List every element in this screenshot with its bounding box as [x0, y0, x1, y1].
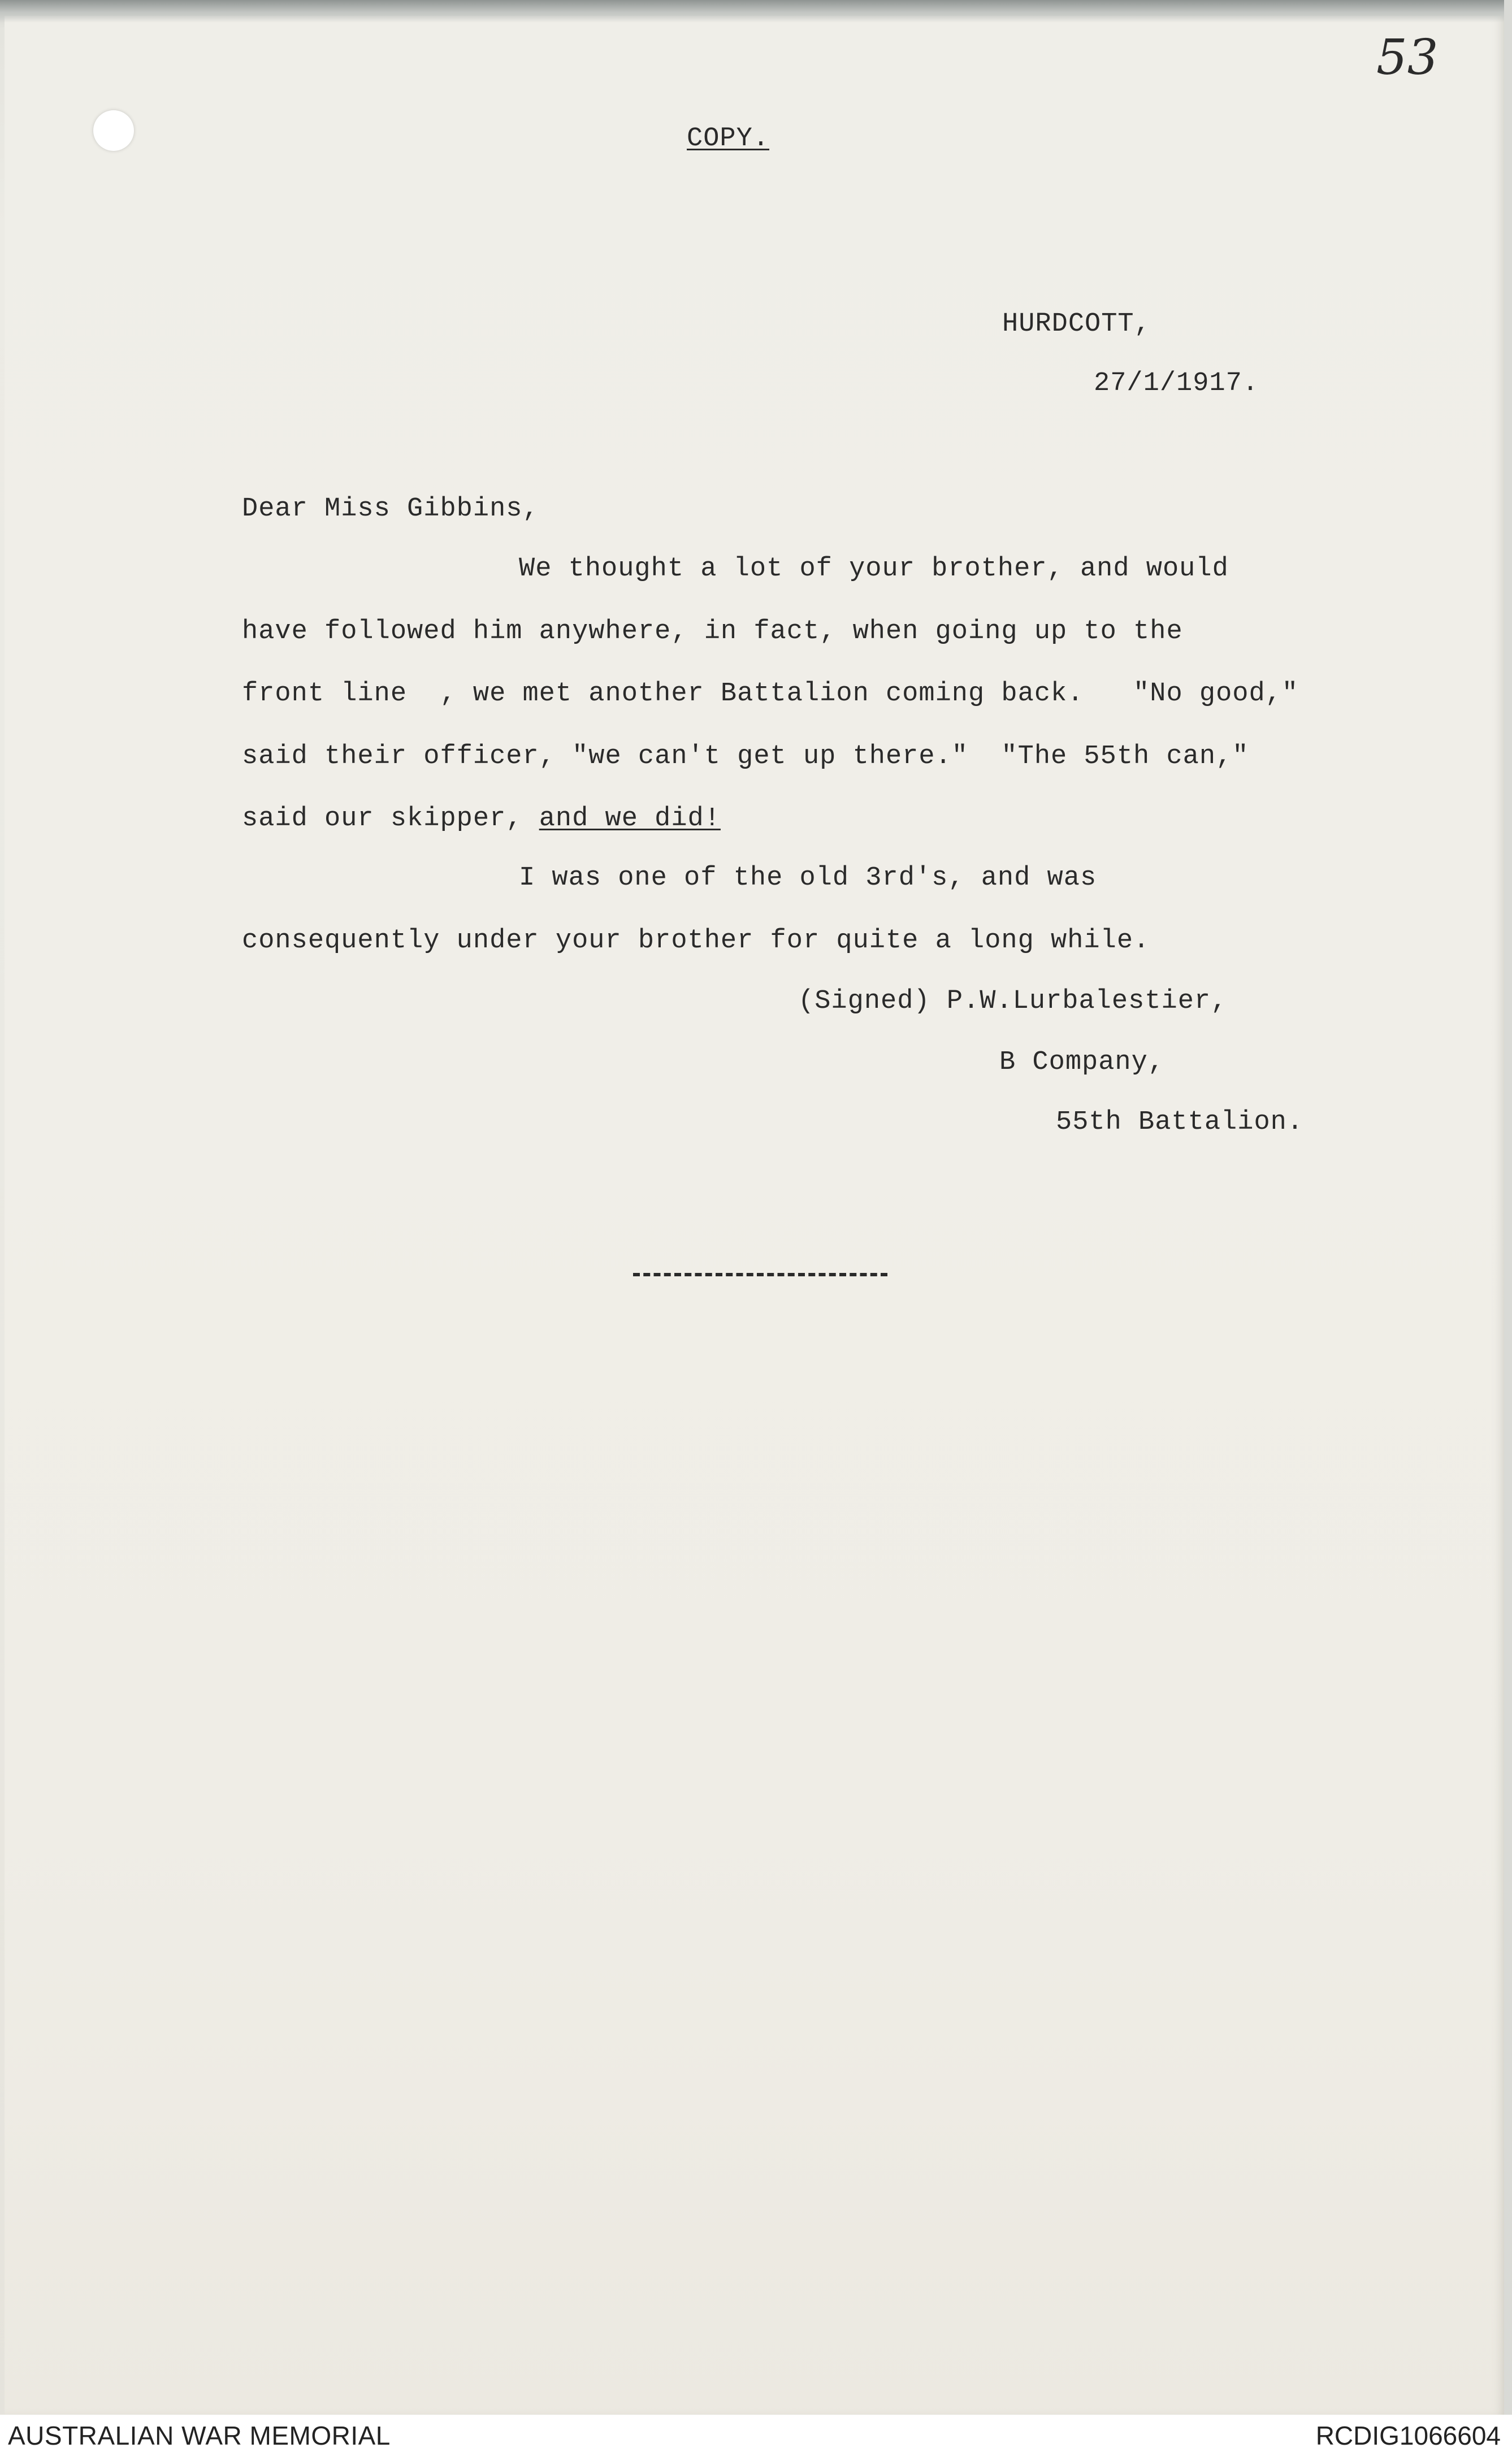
paragraph1-line5: [242, 805, 721, 832]
paragraph1-line4: said their officer, "we can't get up there." "The 55th can,": [242, 742, 1249, 772]
scan-right-edge: [1504, 0, 1512, 2415]
signature-company: B Company,: [999, 1047, 1165, 1077]
signature-battalion: 55th Battalion.: [1056, 1107, 1304, 1137]
punch-hole: [93, 110, 134, 151]
paragraph2-line1: I was one of the old 3rd's, and was: [519, 863, 1097, 893]
paragraph2-line2: consequently under your brother for quite a long while.: [242, 926, 1150, 956]
document-heading: COPY.: [687, 124, 770, 154]
salutation: Dear Miss Gibbins,: [242, 494, 539, 524]
place-line: HURDCOTT,: [1002, 309, 1151, 339]
date-line: 27/1/1917.: [1094, 369, 1259, 398]
page-number: 53: [1376, 29, 1439, 86]
scan-top-edge: [0, 0, 1512, 23]
archive-name: AUSTRALIAN WAR MEMORIAL: [8, 2421, 391, 2450]
paragraph1-line5-start: said our skipper,: [242, 804, 539, 834]
signature-line: (Signed) P.W.Lurbalestier,: [798, 986, 1228, 1016]
divider-line: [633, 1273, 887, 1276]
paragraph1-line2: have followed him anywhere, in fact, when going up to the: [242, 617, 1183, 647]
paper-sheet: [5, 16, 1505, 2415]
underlined-phrase: and we did!: [539, 804, 721, 834]
archive-id: RCDIG1066604: [1315, 2421, 1501, 2450]
paragraph1-line1: We thought a lot of your brother, and would: [519, 554, 1229, 584]
archive-footer: [0, 2415, 1512, 2452]
paragraph1-line3: front line , we met another Battalion coming back. "No good,": [242, 679, 1299, 709]
